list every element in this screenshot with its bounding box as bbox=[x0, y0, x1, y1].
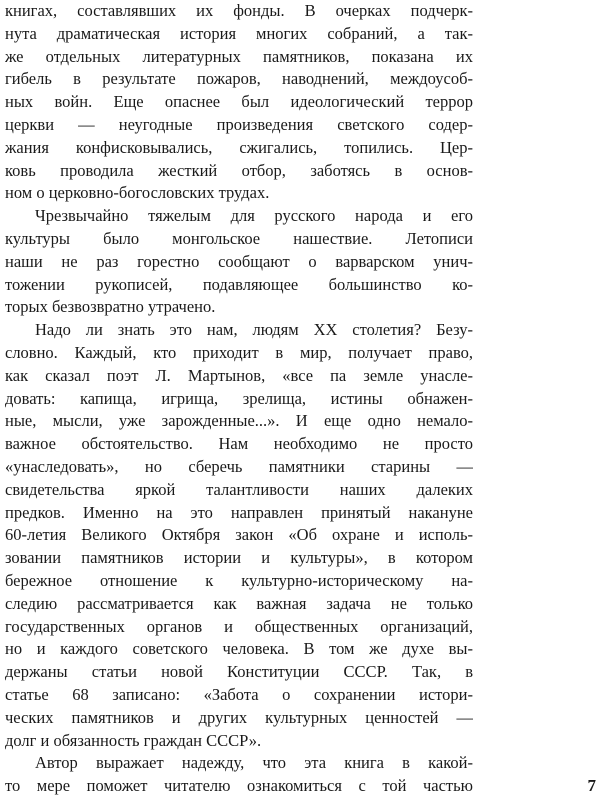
text-line: государственных органов и общественных организаций, bbox=[5, 616, 473, 636]
text-line: культуры было монгольское нашествие. Летописи bbox=[5, 228, 473, 248]
text-line: церкви — неугодные произведения светского содер- bbox=[5, 114, 473, 134]
text-line: бережное отношение к культурно-историческому на- bbox=[5, 570, 473, 590]
text-line: тожении рукописей, подавляющее большинство ко- bbox=[5, 274, 473, 294]
text-line: гибель в результате пожаров, наводнений, междоусоб- bbox=[5, 69, 473, 89]
text-line: следию рассматривается как важная задача не только bbox=[5, 593, 473, 613]
text-line: то мере поможет читателю ознакомиться с той частью bbox=[5, 776, 473, 796]
text-line: же отдельных литературных памятников, показана их bbox=[5, 46, 473, 66]
text-line: Автор выражает надежду, что эта книга в какой- bbox=[35, 753, 473, 773]
paragraph bbox=[5, 0, 473, 205]
text-line: словно. Каждый, кто приходит в мир, получает право, bbox=[5, 342, 473, 362]
text-line: долг и обязанность граждан СССР». bbox=[5, 730, 262, 750]
paragraph bbox=[5, 319, 473, 752]
text-line: но и каждого советского человека. В том же духе вы- bbox=[5, 639, 473, 659]
text-line: предков. Именно на это направлен принятый накануне bbox=[5, 502, 473, 522]
text-line: ковь проводила жесткий отбор, заботясь в основ- bbox=[5, 160, 473, 180]
text-line: ных войн. Еще опаснее был идеологический террор bbox=[5, 92, 473, 112]
text-line: довать: капища, игрища, зрелища, истины обнажен- bbox=[5, 388, 473, 408]
text-line: 60-летия Великого Октября закон «Об охране и исполь- bbox=[5, 525, 473, 545]
text-line: свидетельства яркой талантливости наших далеких bbox=[5, 479, 473, 499]
body-text bbox=[5, 0, 473, 798]
text-line: как сказал поэт Л. Мартынов, «все па земле унасле- bbox=[5, 365, 473, 385]
text-line: Чрезвычайно тяжелым для русского народа и его bbox=[35, 206, 473, 226]
text-line: книгах, составлявших их фонды. В очерках подчерк- bbox=[5, 1, 473, 20]
text-line: нута драматическая история многих собраний, а так- bbox=[5, 23, 473, 43]
text-line: держаны статьи новой Конституции СССР. Так, в bbox=[5, 662, 473, 682]
text-line: статье 68 записано: «Забота о сохранении истори- bbox=[5, 684, 473, 704]
text-line: Надо ли знать это нам, людям XX столетия? Безу- bbox=[35, 320, 473, 340]
text-line: наши не раз горестно сообщают о варварском унич- bbox=[5, 251, 473, 271]
text-line: важное обстоятельство. Нам необходимо не просто bbox=[5, 434, 473, 454]
text-line: зовании памятников истории и культуры», в котором bbox=[5, 548, 473, 568]
text-line: ческих памятников и других культурных ценностей — bbox=[5, 707, 473, 727]
text-line: жания конфисковывались, сжигались, топились. Цер- bbox=[5, 137, 473, 157]
page-number: 7 bbox=[587, 776, 596, 795]
text-line: ном о церковно-богословских трудах. bbox=[5, 183, 270, 203]
text-line: ные, мысли, уже зарожденные...». И еще одно немало- bbox=[5, 411, 473, 431]
paragraph bbox=[5, 205, 473, 319]
text-line: «унаследовать», но сберечь памятники старины — bbox=[5, 456, 473, 476]
text-line: торых безвозвратно утрачено. bbox=[5, 297, 216, 317]
paragraph bbox=[5, 752, 473, 798]
